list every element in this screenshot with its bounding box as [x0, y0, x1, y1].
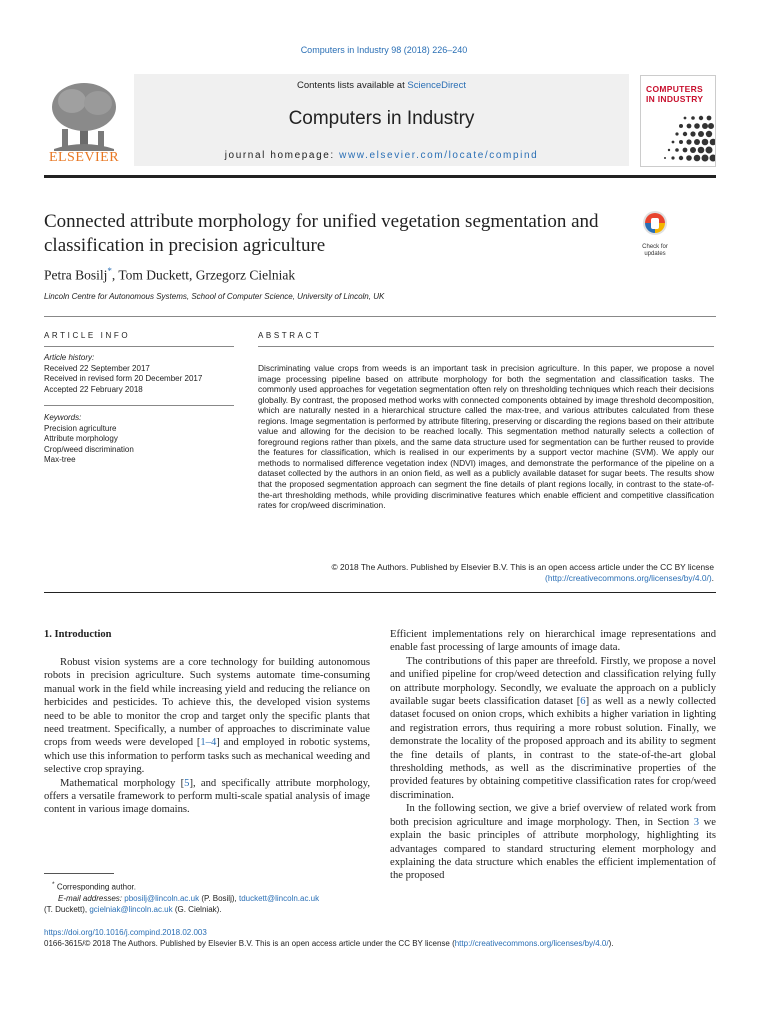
keyword-item: Crop/weed discrimination	[44, 444, 134, 454]
cc-license-link[interactable]: (http://creativecommons.org/licenses/by/4.0/)	[545, 573, 712, 583]
doi-link[interactable]: https://doi.org/10.1016/j.compind.2018.02.003	[44, 928, 207, 937]
issn-line	[44, 939, 744, 948]
author-list	[44, 266, 644, 284]
body-left-column	[44, 656, 370, 817]
history-accepted: Accepted 22 February 2018	[44, 384, 143, 394]
badge-line2: updates	[644, 251, 666, 257]
email-label: E-mail addresses:	[58, 893, 123, 903]
article-history	[44, 353, 244, 395]
keyword-item: Max-tree	[44, 455, 76, 465]
email-link-duckett[interactable]: tduckett@lincoln.ac.uk	[238, 893, 320, 903]
abstract-heading: ABSTRACT	[258, 331, 322, 340]
abstract-license-line1: © 2018 The Authors. Published by Elsevier B.V. This is an open access article under the CC BY license	[331, 562, 714, 572]
contents-prefix: Contents lists available at	[297, 80, 408, 91]
paper-title: Connected attribute morphology for unified vegetation segmentation and classification in precision agriculture	[44, 211, 599, 256]
keywords-label: Keywords:	[44, 413, 82, 422]
publisher-wordmark: ELSEVIER	[48, 150, 120, 165]
email-link-cielniak[interactable]: gcielniak@lincoln.ac.uk	[89, 904, 173, 914]
email-owner: (G. Cielniak).	[172, 904, 222, 914]
homepage-link[interactable]: www.elsevier.com/locate/compind	[339, 150, 539, 161]
intro-paragraph-continued: Efficient implementations rely on hierarchical image representations and enable fast processing of large amounts of image data.	[390, 629, 716, 654]
history-revised: Received in revised form 20 December 2017	[44, 374, 203, 384]
abstract-rule	[258, 346, 714, 347]
keyword-item: Attribute morphology	[44, 434, 118, 444]
license-end: .	[711, 573, 714, 583]
keyword-item: Precision agriculture	[44, 423, 117, 433]
footnote-corresponding	[44, 879, 374, 893]
journal-homepage	[134, 150, 629, 161]
outline-paragraph	[390, 802, 716, 882]
reference-link[interactable]: 6	[580, 696, 586, 708]
email-owner: (P. Bosilj),	[199, 893, 239, 903]
text-run: Robust vision systems are a core technology for building autonomous robots in precision agriculture. Such systems automate time-consuming manual work in the field while increasing yield and reducing the reliance on herbicides and pesticides. To achieve this, the developed vision systems need to be able to monitor the crop and target only the specific plants that need treatment. Specifically, a number of approaches to discriminate value crops from weeds were developed [	[44, 657, 370, 749]
badge-line1: Check for	[642, 244, 668, 250]
text-run: ] as well as a newly collected dataset focused on onion crops, which exhibits a higher variation in lighting and registration errors, thus requiring a more robust solution. Finally, we demonstrate the locality of the proposed approach and its ability to segment the fine details of plants, in contrast to the state-of-the-art global thresholding methods, as well as the discriminative properties of the provided features by obtaining competitive classification rates for crop/weed discrimination.	[390, 696, 716, 801]
intro-paragraph-1	[44, 656, 370, 777]
text-run: Mathematical morphology [	[60, 777, 185, 789]
cover-pattern	[641, 76, 715, 166]
abstract-license-line2	[258, 573, 714, 584]
article-info-heading: ARTICLE INFO	[44, 331, 131, 340]
homepage-prefix: journal homepage:	[224, 150, 340, 161]
history-label: Article history:	[44, 353, 95, 362]
section-link[interactable]: 3	[693, 816, 700, 828]
email-link-bosilj[interactable]: pbosilj@lincoln.ac.uk	[124, 893, 200, 903]
journal-cover	[640, 75, 716, 167]
journal-title: Computers in Industry	[288, 108, 475, 129]
issn-end: ).	[608, 939, 614, 948]
footnote-mark: *	[52, 881, 55, 888]
abstract-text: Discriminating value crops from weeds is an important task in precision agriculture. In this paper, we propose a novel image processing pipeline based on attribute morphology for both the segmentation and classification tasks. The commonly used approaches for vegetation segmentation often rely on thresholding techniques which reach their decisions globally. By contrast, the proposed method works with connected components obtained by image threshold decomposition, which are naturally nested in a hierarchical structure called the max-tree, and various attributes calculated from these regions. Image segmentation is performed by attribute filtering, preserving or discarding the regions based on their attribute value and allowing for the decision to be reached locally. This segmentation method naturally selects a collection of foreground regions rather than pixels, and the same data structure used for segmentation can be further reused to provide the features for classification, which is realised in our experiments by a support vector machine (SVM). We apply our methods to normalised difference vegetation index (NDVI) images, and demonstrate the performance of the pipeline on a dataset collected by the authors in an onion field, as well as a publicly available dataset for sugar beets. The results show that the proposed segmentation approach can segment the fine details of plant regions locally, in contrast to the state-of-the-art thresholding methods, while providing discriminative features which enable efficient and competitive classification rates for crop/weed discrimination.	[258, 363, 714, 511]
section-heading-introduction: 1. Introduction	[44, 629, 112, 640]
contents-line	[134, 80, 629, 91]
journal-citation[interactable]: Computers in Industry 98 (2018) 226–240	[300, 45, 468, 55]
author-bosilj: Petra Bosilj	[44, 267, 108, 283]
text-run: ], and specifically attribute morphology, offers a versatile framework to perform multi-scale spatial analysis of image content in various image domains.	[44, 777, 370, 816]
text-run: we explain the basic principles of attribute morphology, highlighting its advantages compared to standard structuring element morphology and explaining the data structure which enables the efficient implementation of the proposed	[390, 816, 716, 882]
contributions-paragraph	[390, 655, 716, 802]
other-authors: , Tom Duckett, Grzegorz Cielniak	[111, 267, 296, 283]
footnote-label: Corresponding author.	[54, 882, 136, 892]
affiliation: Lincoln Centre for Autonomous Systems, School of Computer Science, University of Lincoln, UK	[44, 292, 385, 301]
text-run: In the following section, we give a brief overview of related work from both precision agriculture and image morphology. Then, in Section	[390, 803, 716, 828]
footnote-rule	[44, 873, 114, 874]
article-info-rule	[44, 346, 234, 347]
keywords	[44, 413, 244, 466]
footnote-emails	[44, 893, 374, 904]
check-for-updates-badge[interactable]	[635, 209, 675, 257]
footnote	[44, 879, 374, 915]
cover-title: COMPUTERS IN INDUSTRY	[646, 84, 704, 104]
reference-link[interactable]: 5	[184, 777, 190, 789]
body-right-column	[390, 628, 716, 883]
check-updates-icon	[635, 209, 675, 239]
corresponding-author-mark[interactable]: *	[107, 266, 112, 276]
reference-link[interactable]: 1–4	[200, 737, 217, 749]
intro-paragraph-2	[44, 777, 370, 817]
sciencedirect-link[interactable]: ScienceDirect	[407, 80, 466, 91]
cc-license-link-bottom[interactable]: http://creativecommons.org/licenses/by/4.0/	[454, 939, 609, 948]
issn-text: 0166-3615/© 2018 The Authors. Published by Elsevier B.V. This is an open access article under the CC BY license (	[44, 939, 455, 948]
header-divider	[44, 175, 716, 178]
text-run: ] and employed in robotic systems, which use this information to perform tasks such as mechanical weeding and selective crop spraying.	[44, 737, 370, 776]
keywords-rule	[44, 405, 234, 406]
history-received: Received 22 September 2017	[44, 363, 150, 373]
abstract-divider	[44, 592, 716, 593]
text-run: The contributions of this paper are threefold. Firstly, we propose a novel and unified pipeline for crop/weed detection and classification relying fully on attribute morphology. Secondly, we evaluate the approach on a publicly available sugar beets classification dataset [	[390, 655, 716, 708]
affiliation-divider	[44, 316, 716, 317]
email-owner: (T. Duckett),	[44, 904, 90, 914]
footnote-emails-cont	[44, 904, 374, 915]
